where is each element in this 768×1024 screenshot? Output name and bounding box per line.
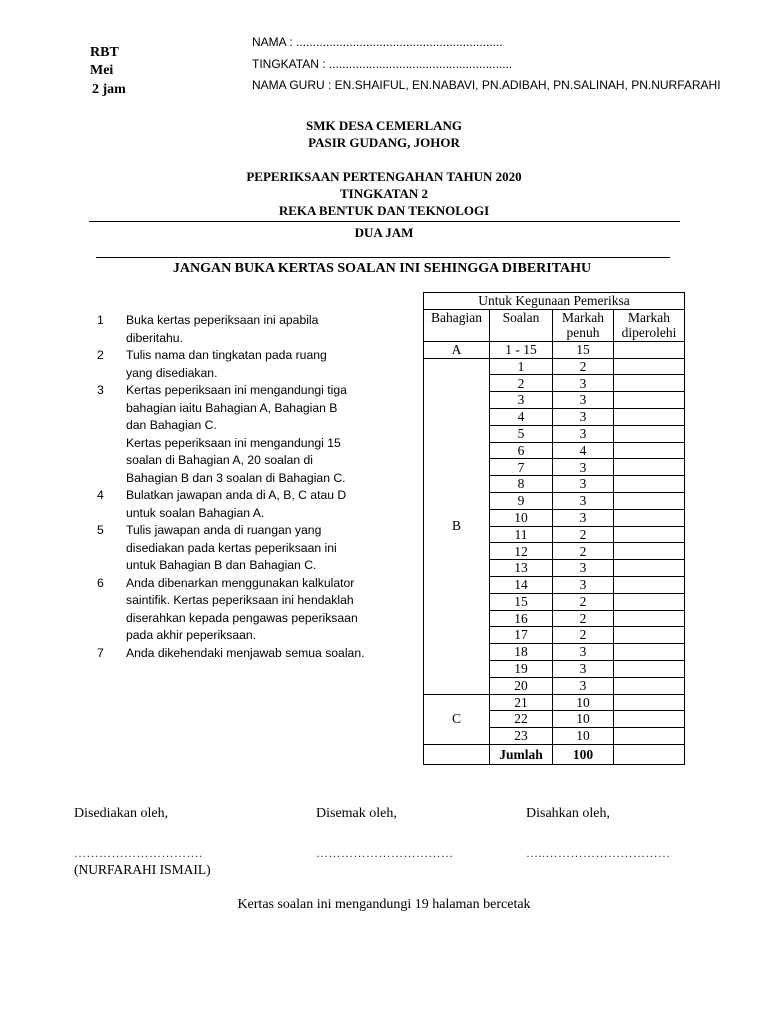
obtained-cell[interactable] (614, 543, 685, 560)
question-number: 11 (490, 526, 553, 543)
full-marks: 3 (553, 509, 614, 526)
instruction-item: 5 Tulis jawapan anda di ruangan yang disediakan pada kertas peperiksaan ini untuk Bahagian B dan Bahagian C. (97, 523, 337, 572)
table-caption: Untuk Kegunaan Pemeriksa (424, 293, 685, 310)
question-number: 4 (490, 408, 553, 425)
instruction-item: 6 Anda dibenarkan menggunakan kalkulator saintifik. Kertas peperiksaan ini hendaklah diserahkan kepada pengawas peperiksaan pada akhir peperiksaan. (97, 575, 358, 642)
checked-by-label: Disemak oleh, (316, 806, 397, 821)
obtained-cell[interactable] (614, 677, 685, 694)
question-number: 22 (490, 711, 553, 728)
question-number: 1 (490, 358, 553, 375)
obtained-cell[interactable] (614, 459, 685, 476)
obtained-cell[interactable] (614, 526, 685, 543)
question-number: 8 (490, 476, 553, 493)
exam-duration: DUA JAM (354, 225, 414, 240)
full-marks: 3 (553, 476, 614, 493)
obtained-cell[interactable] (614, 509, 685, 526)
full-marks: 3 (553, 576, 614, 593)
section-a-questions: 1 - 15 (490, 341, 553, 358)
question-number: 3 (490, 392, 553, 409)
full-marks: 3 (553, 677, 614, 694)
obtained-cell[interactable] (614, 576, 685, 593)
obtained-cell[interactable] (614, 610, 685, 627)
question-number: 5 (490, 425, 553, 442)
preparer-name: (NURFARAHI ISMAIL) (74, 862, 211, 877)
total-label: Jumlah (490, 744, 553, 764)
full-marks: 3 (553, 375, 614, 392)
student-name-field: NAMA : .............................................................. (252, 35, 503, 49)
question-number: 7 (490, 459, 553, 476)
obtained-cell[interactable] (614, 711, 685, 728)
total-obtained-cell[interactable] (614, 744, 685, 764)
section-a-full: 15 (553, 341, 614, 358)
question-number: 21 (490, 694, 553, 711)
question-number: 18 (490, 644, 553, 661)
full-marks: 10 (553, 711, 614, 728)
section-c-label: C (424, 694, 490, 744)
examiner-marks-table (423, 292, 685, 765)
table-row (424, 694, 685, 711)
question-number: 15 (490, 593, 553, 610)
instruction-item: 2 Tulis nama dan tingkatan pada ruang yang disediakan. (97, 348, 327, 380)
obtained-cell[interactable] (614, 560, 685, 577)
question-number: 13 (490, 560, 553, 577)
obtained-cell[interactable] (614, 442, 685, 459)
full-marks: 10 (553, 728, 614, 745)
obtained-cell[interactable] (614, 341, 685, 358)
checked-signature-line: …………………………… (316, 846, 454, 860)
instruction-item: 3 Kertas peperiksaan ini mengandungi tiga bahagian iaitu Bahagian A, Bahagian B dan Bahagian C. Kertas peperiksaan ini mengandungi 15 soalan di Bahagian A, 20 soalan di Bahagian B dan 3 soalan di Bahagian C. (97, 383, 347, 485)
question-number: 2 (490, 375, 553, 392)
obtained-cell[interactable] (614, 425, 685, 442)
full-marks: 3 (553, 459, 614, 476)
subject-code: RBT (90, 45, 119, 60)
full-marks: 2 (553, 543, 614, 560)
instruction-item: 1 Buka kertas peperiksaan ini apabila diberitahu. (97, 313, 319, 345)
question-number: 9 (490, 492, 553, 509)
full-marks: 3 (553, 392, 614, 409)
full-marks: 2 (553, 593, 614, 610)
exam-form: TINGKATAN 2 (340, 186, 428, 201)
header-obtained-marks: Markah diperolehi (614, 309, 685, 341)
full-marks: 2 (553, 358, 614, 375)
school-name: SMK DESA CEMERLANG (305, 118, 463, 133)
divider-top (89, 221, 680, 222)
total-blank (424, 744, 490, 764)
question-number: 6 (490, 442, 553, 459)
obtained-cell[interactable] (614, 375, 685, 392)
prepared-by-label: Disediakan oleh, (74, 806, 169, 821)
table-header-row (424, 309, 685, 341)
student-form-field: TINGKATAN : ....................................................... (252, 57, 513, 71)
header-question: Soalan (490, 309, 553, 341)
question-number: 10 (490, 509, 553, 526)
instruction-item: 7 Anda dikehendaki menjawab semua soalan. (97, 645, 365, 660)
question-number: 12 (490, 543, 553, 560)
obtained-cell[interactable] (614, 644, 685, 661)
instructions-list (97, 312, 387, 662)
full-marks: 3 (553, 408, 614, 425)
full-marks: 3 (553, 492, 614, 509)
header-section: Bahagian (424, 309, 490, 341)
obtained-cell[interactable] (614, 476, 685, 493)
section-a-label: A (424, 341, 490, 358)
question-number: 17 (490, 627, 553, 644)
obtained-cell[interactable] (614, 627, 685, 644)
question-number: 20 (490, 677, 553, 694)
full-marks: 4 (553, 442, 614, 459)
teacher-names: NAMA GURU : EN.SHAIFUL, EN.NABAVI, PN.ADIBAH, PN.SALINAH, PN.NURFARAHI (252, 78, 721, 92)
full-marks: 3 (553, 644, 614, 661)
exam-title: PEPERIKSAAN PERTENGAHAN TAHUN 2020 (246, 169, 522, 184)
obtained-cell[interactable] (614, 660, 685, 677)
question-number: 19 (490, 660, 553, 677)
school-location: PASIR GUDANG, JOHOR (308, 135, 460, 150)
prepared-signature-line: …………………………. (74, 846, 203, 860)
approved-signature-line: …..………………………… (526, 846, 671, 860)
question-number: 16 (490, 610, 553, 627)
table-caption-row (424, 293, 685, 310)
header-full-marks: Markah penuh (553, 309, 614, 341)
full-marks: 3 (553, 560, 614, 577)
full-marks: 2 (553, 610, 614, 627)
full-marks: 10 (553, 694, 614, 711)
question-number: 14 (490, 576, 553, 593)
total-row (424, 744, 685, 764)
exam-duration-short: 2 jam (92, 82, 126, 97)
obtained-cell[interactable] (614, 408, 685, 425)
question-number: 23 (490, 728, 553, 745)
page-count-note: Kertas soalan ini mengandungi 19 halaman bercetak (237, 897, 531, 912)
approved-by-label: Disahkan oleh, (526, 806, 610, 821)
instruction-item: 4 Bulatkan jawapan anda di A, B, C atau D untuk soalan Bahagian A. (97, 488, 347, 520)
table-row (424, 358, 685, 375)
full-marks: 3 (553, 425, 614, 442)
divider-bottom (96, 257, 670, 258)
obtained-cell[interactable] (614, 392, 685, 409)
obtained-cell[interactable] (614, 593, 685, 610)
warning-notice: JANGAN BUKA KERTAS SOALAN INI SEHINGGA DIBERITAHU (172, 261, 592, 276)
obtained-cell[interactable] (614, 694, 685, 711)
full-marks: 3 (553, 660, 614, 677)
full-marks: 2 (553, 627, 614, 644)
obtained-cell[interactable] (614, 358, 685, 375)
exam-subject: REKA BENTUK DAN TEKNOLOGI (278, 203, 490, 218)
full-marks: 2 (553, 526, 614, 543)
total-value: 100 (553, 744, 614, 764)
exam-month: Mei (90, 63, 114, 78)
table-row (424, 341, 685, 358)
obtained-cell[interactable] (614, 492, 685, 509)
section-b-label: B (424, 358, 490, 694)
obtained-cell[interactable] (614, 728, 685, 745)
